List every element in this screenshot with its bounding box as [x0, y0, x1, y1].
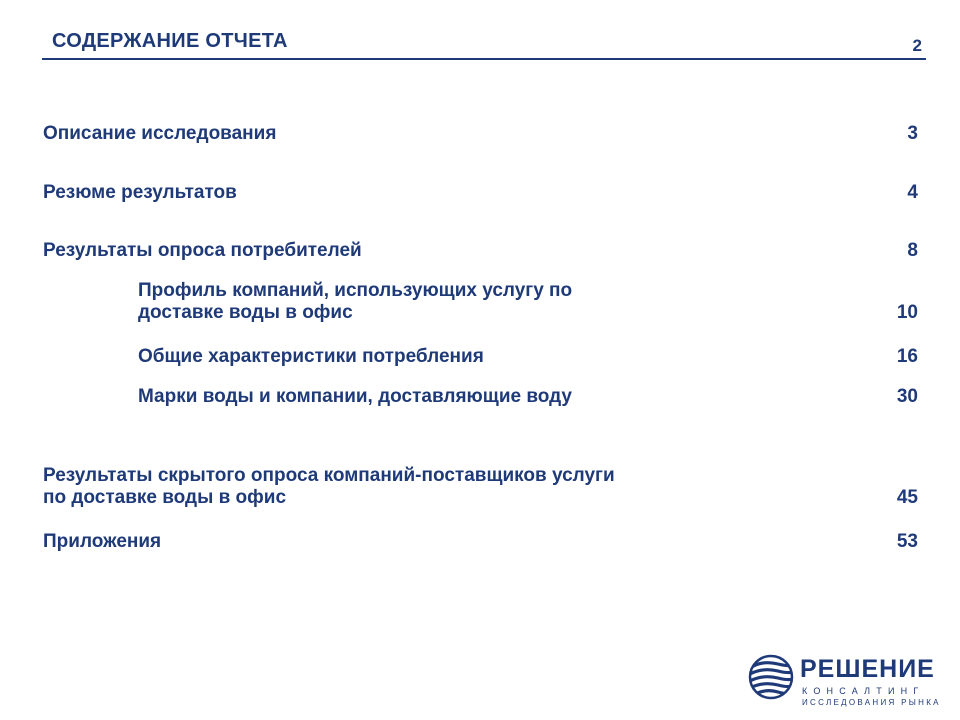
toc-item-page: 8 [907, 240, 918, 261]
toc-item-appendices[interactable] [43, 531, 960, 555]
toc-item-page: 3 [907, 123, 918, 144]
toc-item-page: 53 [896, 531, 918, 552]
toc-item-page: 45 [896, 487, 918, 508]
toc-item-label: Описание исследования [43, 123, 277, 144]
toc-item-mystery-survey[interactable] [43, 465, 960, 511]
company-logo [748, 652, 948, 712]
toc-item-label: Результаты опроса потребителей [43, 240, 362, 261]
logo-name: РЕШЕНИЕ [800, 655, 935, 683]
toc-item-results-summary[interactable] [43, 182, 960, 206]
toc-item-label-line: по доставке воды в офис [43, 487, 287, 508]
toc-item-page: 30 [896, 386, 918, 407]
toc-item-consumer-survey[interactable] [43, 240, 960, 264]
toc-item-page: 4 [907, 182, 918, 203]
toc-item-label: Марки воды и компании, доставляющие воду [138, 386, 572, 407]
toc-item-page: 16 [896, 346, 918, 367]
page-number: 2 [912, 36, 922, 55]
toc-item-label: Приложения [43, 531, 162, 552]
toc-item-label: Общие характеристики потребления [138, 346, 484, 367]
toc-subitem-water-brands[interactable] [138, 386, 960, 410]
page-title: СОДЕРЖАНИЕ ОТЧЕТА [52, 30, 288, 52]
toc-subitem-consumption[interactable] [138, 346, 960, 370]
toc-item-page: 10 [896, 302, 918, 323]
logo-subtitle-research: ИССЛЕДОВАНИЯ РЫНКА [802, 698, 941, 707]
toc-item-label-line: доставке воды в офис [138, 302, 353, 323]
toc-item-label: Резюме результатов [43, 182, 237, 203]
globe-swirl-icon [748, 654, 794, 700]
title-divider [42, 58, 926, 60]
toc-item-study-description[interactable] [43, 123, 960, 147]
toc-subitem-company-profile[interactable] [138, 280, 960, 326]
logo-subtitle-consulting: КОНСАЛТИНГ [802, 686, 925, 696]
toc-item-label-line: Профиль компаний, использующих услугу по [138, 280, 573, 301]
toc-item-label-line: Результаты скрытого опроса компаний-поставщиков услуги [43, 465, 615, 486]
